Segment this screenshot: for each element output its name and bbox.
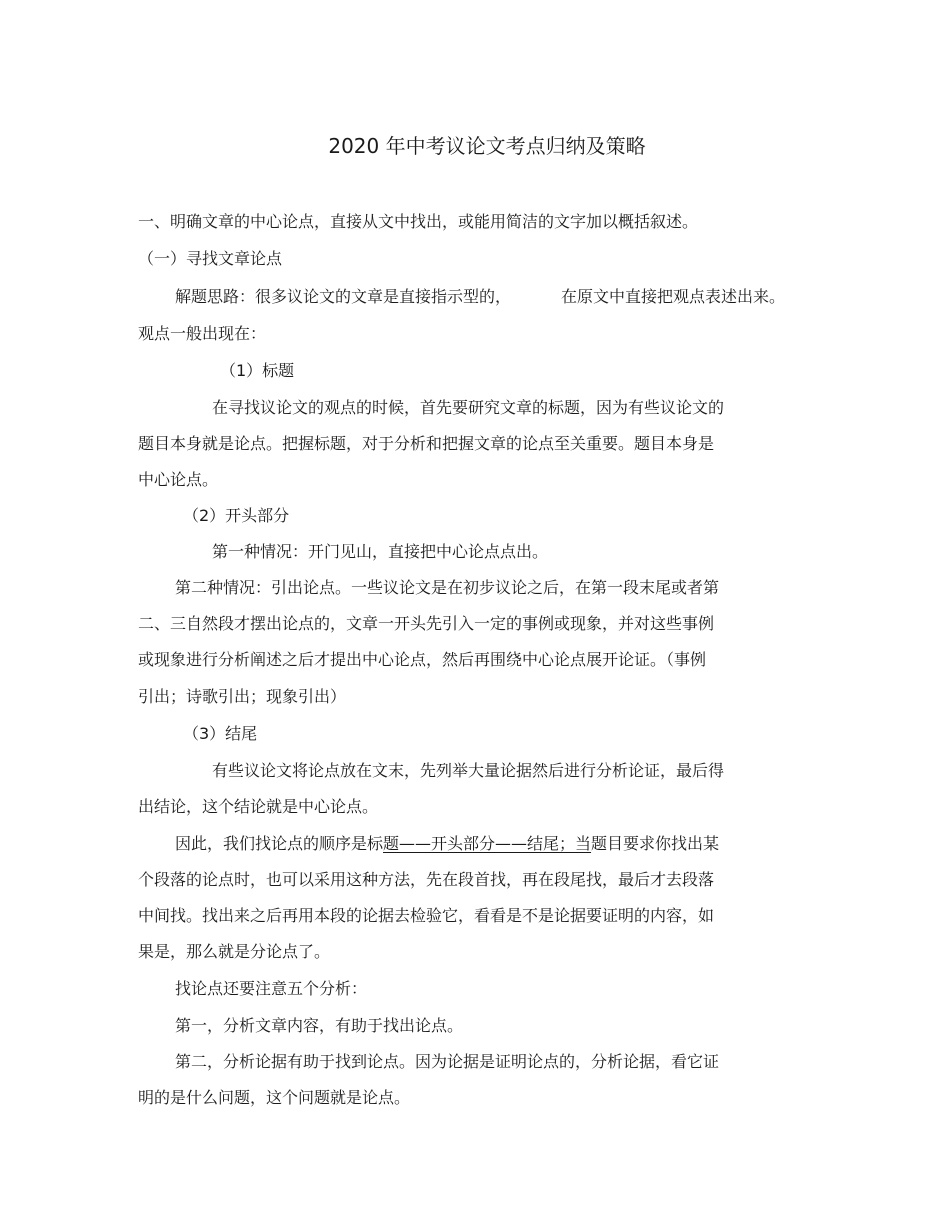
subsection-heading: （一）寻找文章论点 bbox=[138, 249, 283, 268]
paragraph-line: 在寻找议论文的观点的时候，首先要研究文章的标题，因为有些议论文的 bbox=[212, 398, 725, 417]
paragraph-line bbox=[175, 834, 719, 854]
list-heading: （1）标题 bbox=[220, 361, 295, 380]
paragraph-line: 或现象进行分析阐述之后才提出中心论点，然后再围绕中心论点展开论证。（事例 bbox=[138, 650, 707, 669]
paragraph-line: 中心论点。 bbox=[138, 470, 219, 489]
document-title: 2020 年中考议论文考点归纳及策略 bbox=[328, 134, 646, 158]
list-heading: （3）结尾 bbox=[183, 724, 258, 743]
paragraph-line: 个段落的论点时，也可以采用这种方法，先在段首找，再在段尾找，最后才去段落 bbox=[138, 870, 715, 889]
paragraph-line: 果是，那么就是分论点了。 bbox=[138, 942, 331, 961]
paragraph-line: 第一，分析文章内容，有助于找出论点。 bbox=[175, 1016, 464, 1035]
paragraph-line: 引出；诗歌引出；现象引出） bbox=[138, 687, 347, 706]
text-run: 题目要求你找出某 bbox=[591, 834, 720, 853]
paragraph-line: 题目本身就是论点。把握标题，对于分析和把握文章的论点至关重要。题目本身是 bbox=[138, 434, 715, 453]
paragraph-line: 在原文中直接把观点表述出来。 bbox=[561, 287, 786, 306]
paragraph-line: 找论点还要注意五个分析： bbox=[175, 979, 368, 998]
paragraph-line: 明的是什么问题，这个问题就是论点。 bbox=[138, 1088, 411, 1107]
section-heading: 一、明确文章的中心论点，直接从文中找出，或能用简洁的文字加以概括叙述。 bbox=[138, 212, 699, 231]
paragraph-line: 第二，分析论据有助于找到论点。因为论据是证明论点的，分析论据，看它证 bbox=[175, 1052, 720, 1071]
paragraph-line: 二、三自然段才摆出论点的，文章一开头先引入一定的事例或现象，并对这些事例 bbox=[138, 614, 715, 633]
underlined-text: 题——开头部分——结尾；当 bbox=[383, 834, 592, 853]
paragraph-line: 第一种情况：开门见山，直接把中心论点点出。 bbox=[212, 542, 549, 561]
text-run: 因此，我们找论点的顺序是标 bbox=[175, 834, 384, 853]
paragraph-line: 观点一般出现在： bbox=[138, 324, 267, 343]
paragraph-line: 中间找。找出来之后再用本段的论据去检验它，看看是不是论据要证明的内容，如 bbox=[138, 906, 715, 925]
list-heading: （2）开头部分 bbox=[183, 506, 290, 525]
paragraph-line: 出结论，这个结论就是中心论点。 bbox=[138, 797, 379, 816]
paragraph-line: 第二种情况：引出论点。一些议论文是在初步议论之后，在第一段末尾或者第 bbox=[175, 578, 720, 597]
paragraph-line: 有些议论文将论点放在文末，先列举大量论据然后进行分析论证，最后得 bbox=[212, 761, 725, 780]
paragraph-line: 解题思路：很多议论文的文章是直接指示型的， bbox=[175, 287, 512, 306]
